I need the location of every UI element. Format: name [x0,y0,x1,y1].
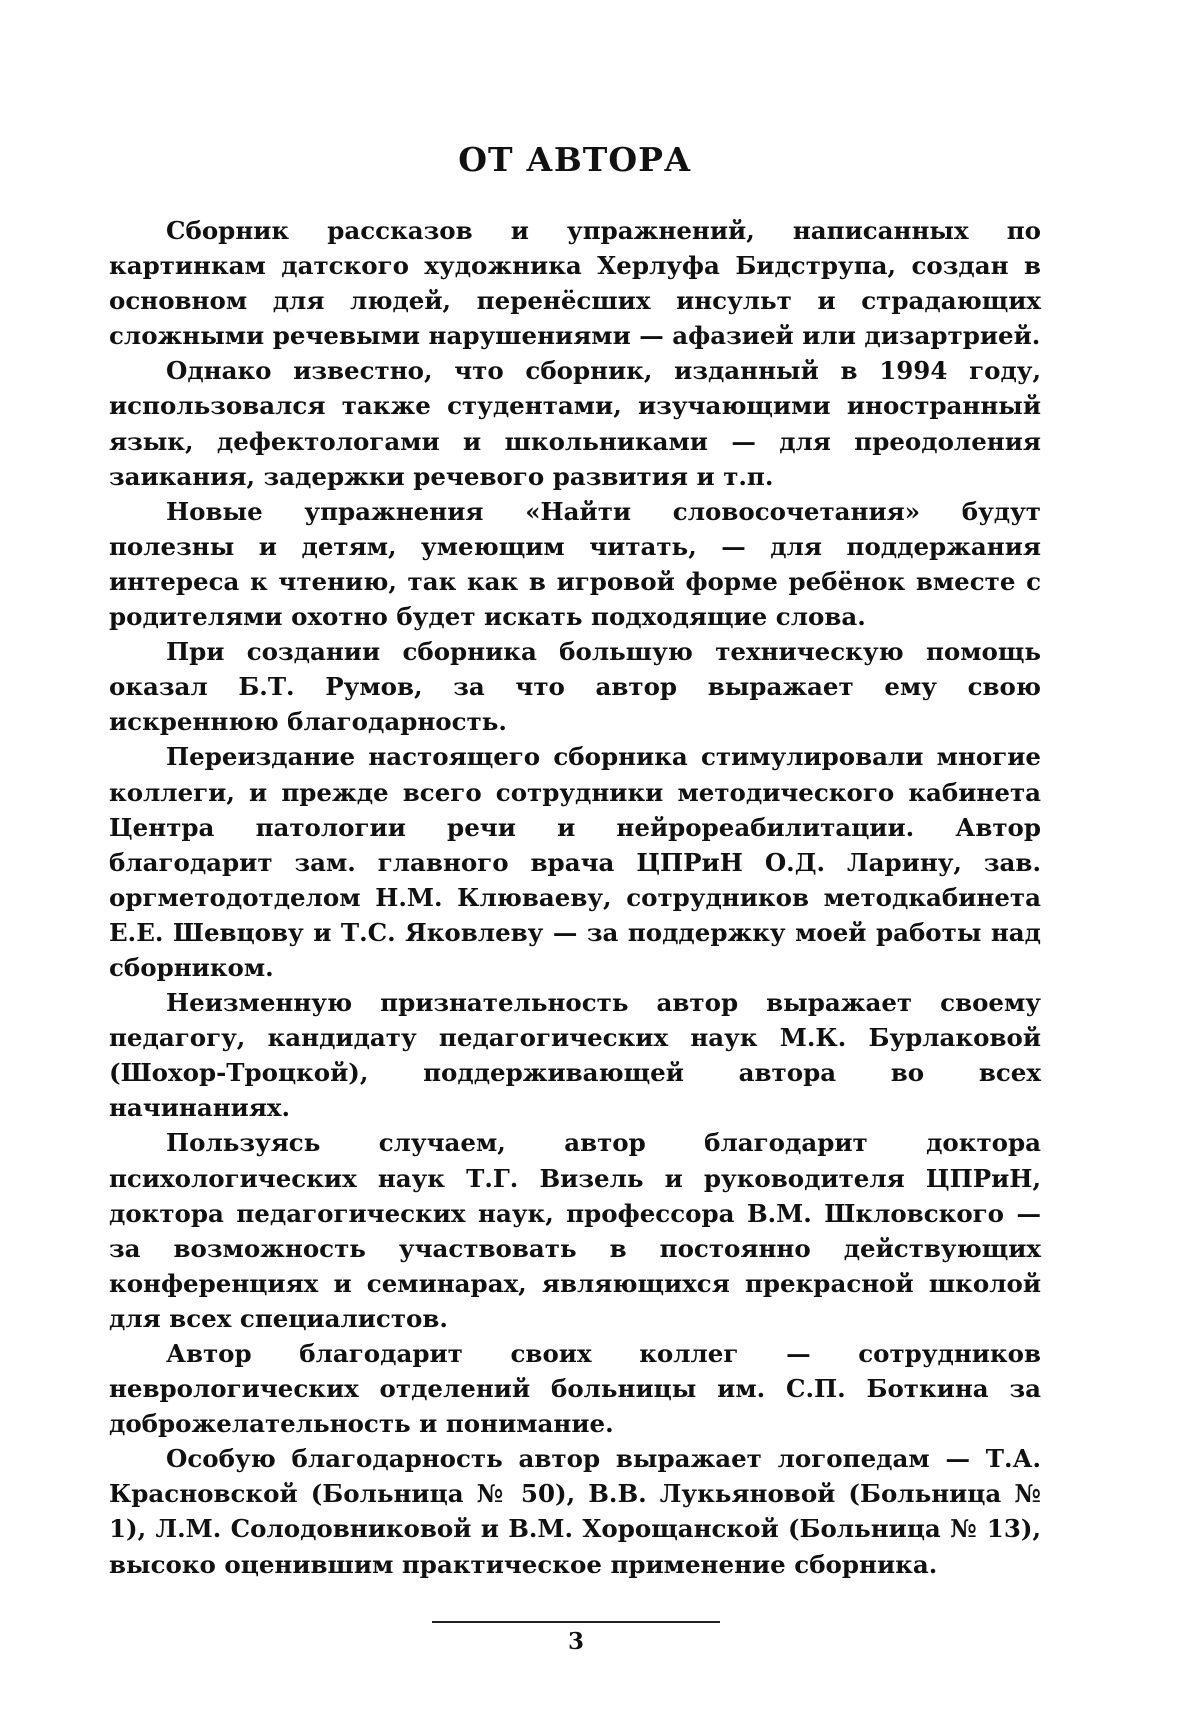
paragraph: Новые упражнения «Найти словосочетания» будут полезны и детям, умеющим читать, — для поддержания интереса к чтению, так как в игровой форме ребёнок вместе с родителями охотно будет искать подходящие слова. [109,496,1041,632]
paragraph: Автор благодарит своих коллег — сотрудников неврологических отделений больницы им. С.П. Боткина за доброжелательность и понимание. [109,1339,1041,1439]
paragraph: При создании сборника большую техническую помощь оказал Б.Т. Румов, за что автор выражает ему свою искреннюю благодарность. [109,637,1041,737]
paragraph: Сборник рассказов и упражнений, написанных по картинкам датского художника Херлуфа Бидструпа, создан в основном для людей, перенёсших инсульт и страдающих сложными речевыми нарушениями — афазией или дизартрией. [109,216,1041,351]
paragraph: Неизменную признательность автор выражает своему педагогу, кандидату педагогических наук М.К. Бурлаковой (Шохор-Троцкой), поддерживающей автора во всех начинаниях. [109,988,1041,1123]
paragraph: Особую благодарность автор выражает логопедам — Т.А. Красновской (Больница № 50), В.В. Лукьяновой (Больница № 1), Л.М. Солодовниковой и В.М. Хорощанской (Больница № 13), высоко оценившим практическое применение сборника. [109,1444,1041,1579]
body-text [109,213,1041,1582]
paragraph: Переиздание настоящего сборника стимулировали многие коллеги, и прежде всего сотрудники методического кабинета Центра патологии речи и нейрореабилитации. Автор благодарит зам. главного врача ЦПРиН О.Д. Ларину, зав. оргметодотделом Н.М. Клюваеву, сотрудников методкабинета Е.Е. Шевцову и Т.С. Яковлеву — за поддержку моей работы над сборником. [109,742,1041,982]
paragraph: Однако известно, что сборник, изданный в 1994 году, использовался также студентами, изучающими иностранный язык, дефектологами и школьниками — для преодоления заикания, задержки речевого развития и т.п. [109,356,1041,491]
paragraph: Пользуясь случаем, автор благодарит доктора психологических наук Т.Г. Визель и руководителя ЦПРиН, доктора педагогических наук, профессора В.М. Шкловского — за возможность участвовать в постоянно действующих конференциях и семинарах, являющихся прекрасной школой для всех специалистов. [109,1128,1041,1333]
chapter-title: ОТ АВТОРА [458,140,692,179]
page-number: 3 [567,1628,584,1655]
footer-divider [432,1621,720,1623]
